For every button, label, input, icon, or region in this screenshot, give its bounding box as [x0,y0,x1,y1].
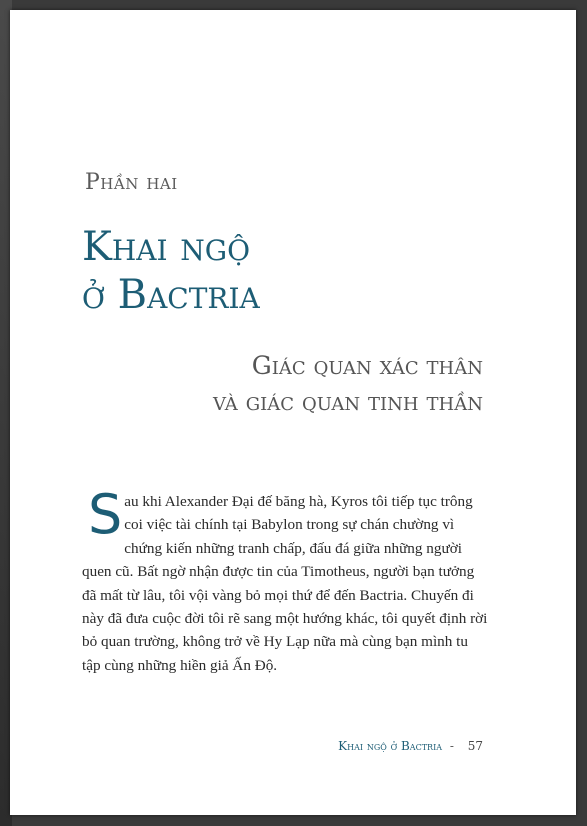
chapter-title-line-2: ở Bactria [82,272,260,318]
chapter-subtitle-line-2: và giác quan tinh thần [213,387,483,416]
page-footer [10,739,483,753]
drop-cap: S [88,483,123,546]
page-number: 57 [467,739,483,753]
book-page [10,10,576,815]
body-text [82,483,489,677]
chapter-title-line-1: Khai ngộ [82,224,251,270]
running-title: Khai ngộ ở Bactria [338,739,442,753]
chapter-subtitle-line-1: Giác quan xác thân [251,351,483,380]
part-label: Phần hai [85,170,178,195]
body-paragraph: au khi Alexander Đại đế băng hà, Kyros tôi tiếp tục trông coi việc tài chính tại Babylon trong sự chán chường vì chứng kiến những tranh chấp, đấu đá giữa những người quen cũ. Bất ngờ nhận được tin của Timotheus, người bạn tưởng đã mất từ lâu, tôi vội vàng bỏ mọi thứ để đến Bactria. Chuyến đi này đã đưa cuộc đời tôi rẽ sang một hướng khác, tôi quyết định rời bỏ quan trường, không trở về Hy Lạp nữa mà cùng bạn mình tu tập cùng những hiền giả Ấn Độ. [82,493,488,674]
chapter-subtitle [213,348,483,420]
footer-separator: - [449,739,454,753]
chapter-title [82,223,260,319]
